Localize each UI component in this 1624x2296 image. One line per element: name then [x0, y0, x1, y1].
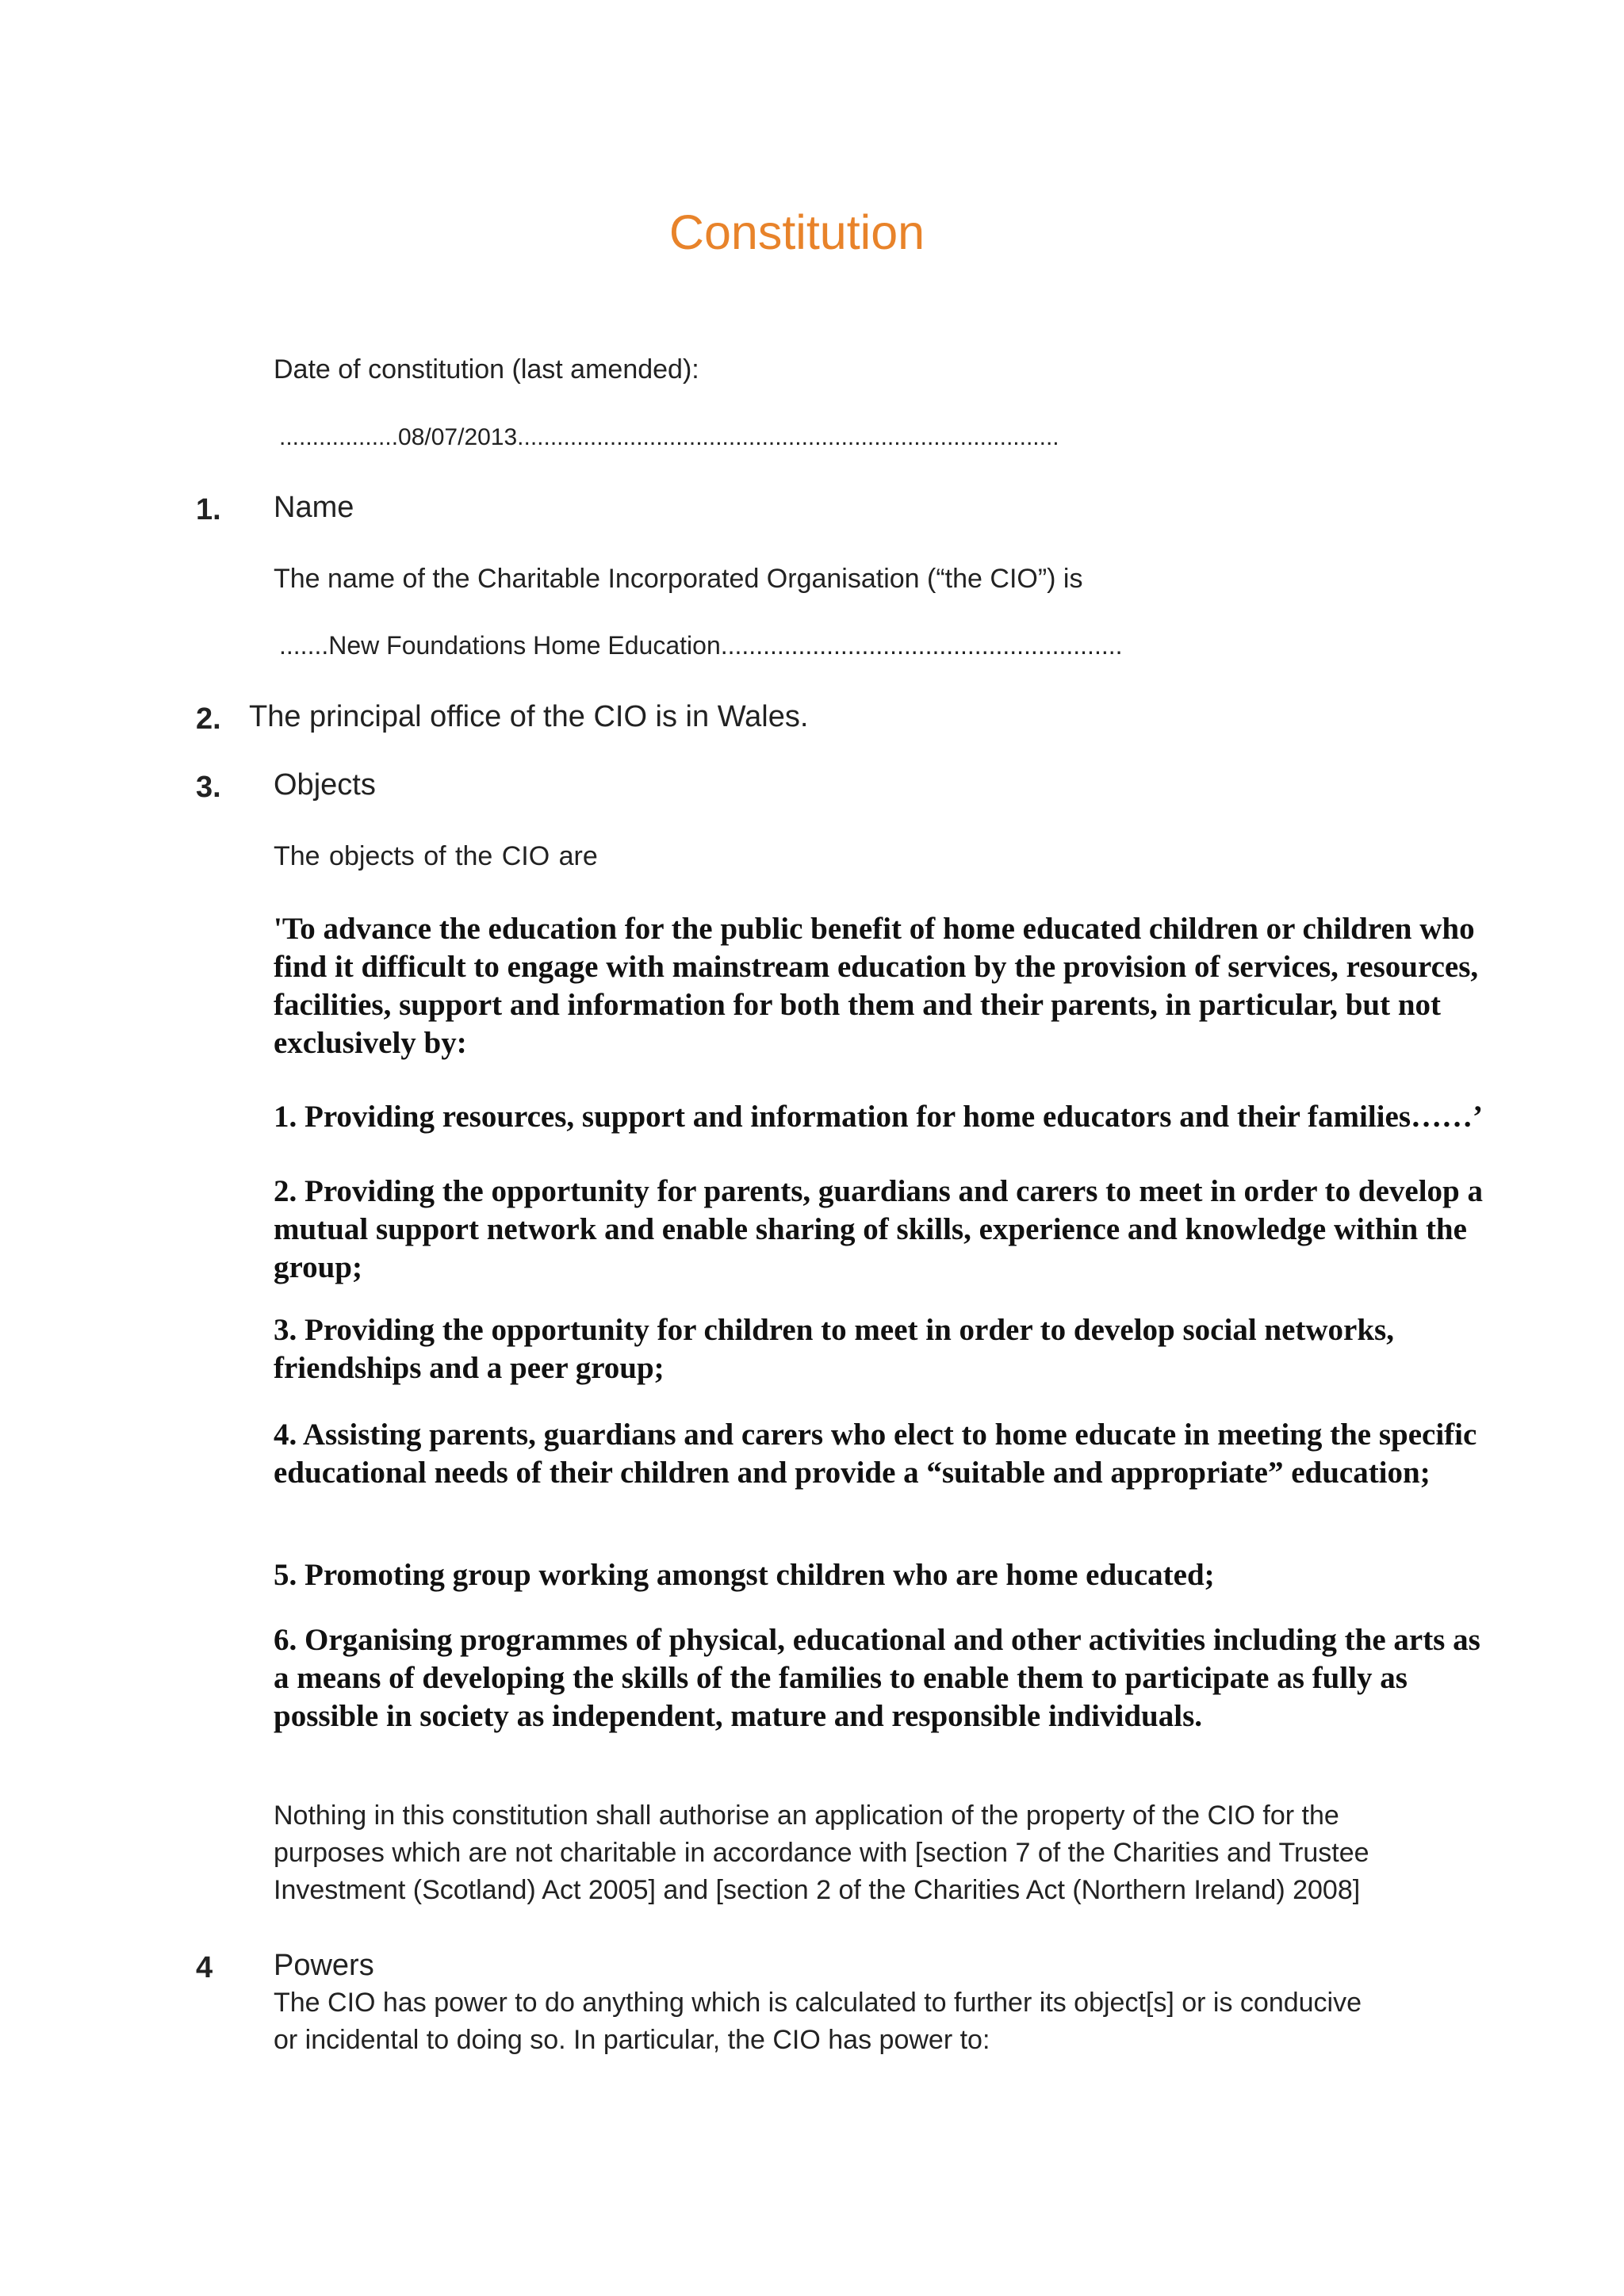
object-item-4: 4. Assisting parents, guardians and carers who elect to home educate in meeting the specific educational needs of their children and provide a “suitable and appropriate” education;: [274, 1418, 1477, 1490]
object-item-3: 3. Providing the opportunity for children to meet in order to develop social networks, friendships and a peer group;: [274, 1313, 1394, 1385]
object-item-1: 1. Providing resources, support and information for home educators and their families……’: [274, 1100, 1483, 1134]
object-item-6: 6. Organising programmes of physical, educational and other activities including the arts as a means of developing the skills of the families to enable them to participate as fully as possible in society as independent, mature and responsible individuals.: [274, 1623, 1480, 1733]
section-3-number: 3.: [196, 771, 221, 804]
date-label: Date of constitution (last amended):: [274, 354, 699, 385]
section-2-text: The principal office of the CIO is in Wales.: [249, 700, 809, 733]
cio-name-line: .......New Foundations Home Education.........................................................: [279, 631, 1123, 660]
section-1-heading: Name: [274, 491, 354, 524]
section-4-number: 4: [196, 1951, 213, 1984]
section-3-heading: Objects: [274, 768, 376, 802]
objects-lead: 'To advance the education for the public benefit of home educated children or children who find it difficult to engage with mainstream education by the provision of services, resources, facilities, support and information for both them and their parents, in particular, but not exclusively by:: [274, 912, 1479, 1060]
date-line: ..................08/07/2013..................................................................................: [279, 424, 1059, 450]
section-1-text: The name of the Charitable Incorporated Organisation (“the CIO”) is: [274, 564, 1083, 594]
section-2-number: 2.: [196, 702, 221, 736]
objects-intro: The objects of the CIO are: [274, 841, 598, 871]
section-4-text: The CIO has power to do anything which is calculated to further its object[s] or is conducive or incidental to doing so. In particular, the CIO has power to:: [274, 1988, 1362, 2055]
object-item-5: 5. Promoting group working amongst children who are home educated;: [274, 1558, 1215, 1592]
charitable-purposes-clause: Nothing in this constitution shall authorise an application of the property of the CIO for the purposes which are not charitable in accordance with [section 7 of the Charities and Trustee Investment (Scotland) Act 2005] and [section 2 of the Charities Act (Northern Ireland) 2008]: [274, 1800, 1369, 1905]
page-title: Constitution: [668, 205, 925, 259]
object-item-2: 2. Providing the opportunity for parents, guardians and carers to meet in order to develop a mutual support network and enable sharing of skills, experience and knowledge within the group;: [274, 1174, 1483, 1284]
section-4-heading: Powers: [274, 1949, 374, 1982]
section-1-number: 1.: [196, 493, 221, 526]
